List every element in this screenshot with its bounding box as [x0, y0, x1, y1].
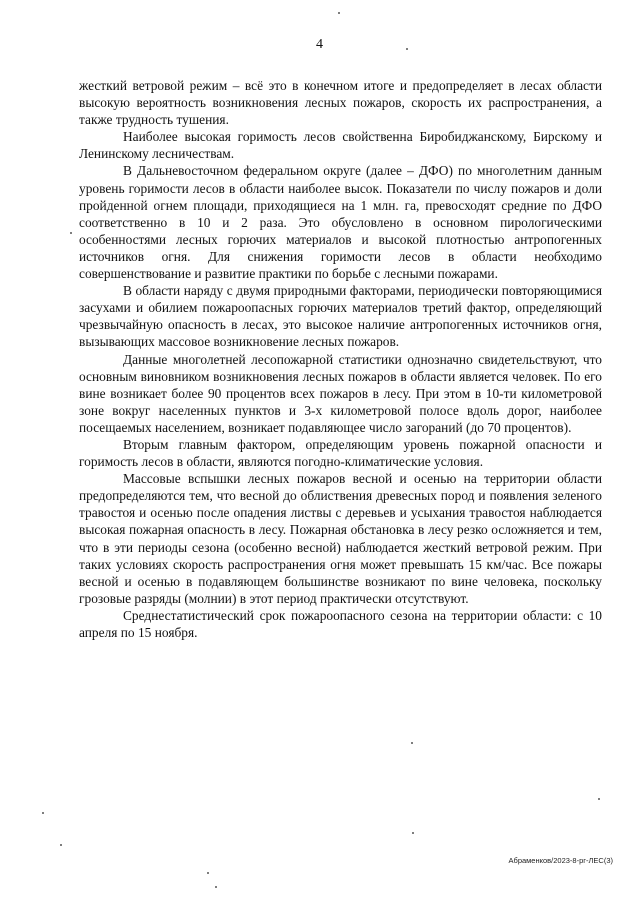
scan-speck	[60, 844, 62, 846]
scan-speck	[215, 886, 217, 888]
scan-speck	[70, 232, 72, 234]
paragraph: жесткий ветровой режим – всё это в конечном итоге и предопределяет в лесах области высокую вероятность возникновения лесных пожаров, скорость их распространения, а также трудность тушения.	[79, 78, 602, 128]
scan-speck	[598, 798, 600, 800]
scan-speck	[42, 812, 44, 814]
paragraph: Вторым главным фактором, определяющим уровень пожарной опасности и горимость лесов в области, являются погодно-климатические условия.	[79, 436, 602, 470]
scan-speck	[412, 832, 414, 834]
footer-document-code: Абраменков/2023-8-рг-ЛЕС(3)	[508, 856, 613, 865]
scan-speck	[207, 872, 209, 874]
paragraph: Наиболее высокая горимость лесов свойственна Биробиджанскому, Бирскому и Ленинскому лесничествам.	[79, 129, 602, 162]
document-body	[79, 77, 602, 641]
paragraph: Массовые вспышки лесных пожаров весной и осенью на территории области предопределяются тем, что весной до облиствения древесных пород и появления зеленого травостоя и осенью после опадения листвы с деревьев и усыхания травостоя наблюдается высокая пожарная опасность в лесу. Пожарная обстановка в лесу резко осложняется и тем, что в эти периоды сезона (особенно весной) наблюдается жесткий ветровой режим. При таких условиях скорость распространения огня может превышать 15 км/час. Все пожары весной и осенью в подавляющем большинстве возникают по вине человека, поскольку грозовые разряды (молнии) в этот период практически отсутствуют.	[79, 471, 602, 606]
paragraph: В области наряду с двумя природными факторами, периодически повторяющимися засухами и обилием пожароопасных горючих материалов третий фактор, определяющий чрезвычайную опасность в лесах, это высокое наличие антропогенных источников огня, вызывающих массовое возникновение лесных пожаров.	[79, 283, 602, 350]
page-number: 4	[316, 37, 323, 52]
scan-speck	[338, 12, 340, 14]
paragraph: Среднестатистический срок пожароопасного сезона на территории области: с 10 апреля по 15 ноября.	[79, 607, 602, 640]
scan-speck	[406, 48, 408, 50]
paragraph: Данные многолетней лесопожарной статистики однозначно свидетельствуют, что основным виновником возникновения лесных пожаров в области является человек. По его вине возникает более 90 процентов всех пожаров в лесу. При этом в 10-ти километровой зоне вокруг населенных пунктов и 3-х километровой полосе вдоль дорог, наиболее посещаемых населением, возникает подавляющее число загораний (до 70 процентов).	[79, 351, 602, 435]
scan-speck	[411, 742, 413, 744]
paragraph: В Дальневосточном федеральном округе (далее – ДФО) по многолетним данным уровень горимости лесов в области наиболее высок. Показатели по числу пожаров и доли пройденной огнем площади, приходящиеся на 1 млн. га, превосходят средние по ДФО соответственно в 10 и 2 раза. Это обусловлено в основном пирологическими особенностями лесных горючих материалов и высокой плотностью антропогенных источников огня. Для снижения горимости лесов в области необходимо совершенствование и развитие практики по борьбе с лесными пожарами.	[79, 163, 602, 282]
